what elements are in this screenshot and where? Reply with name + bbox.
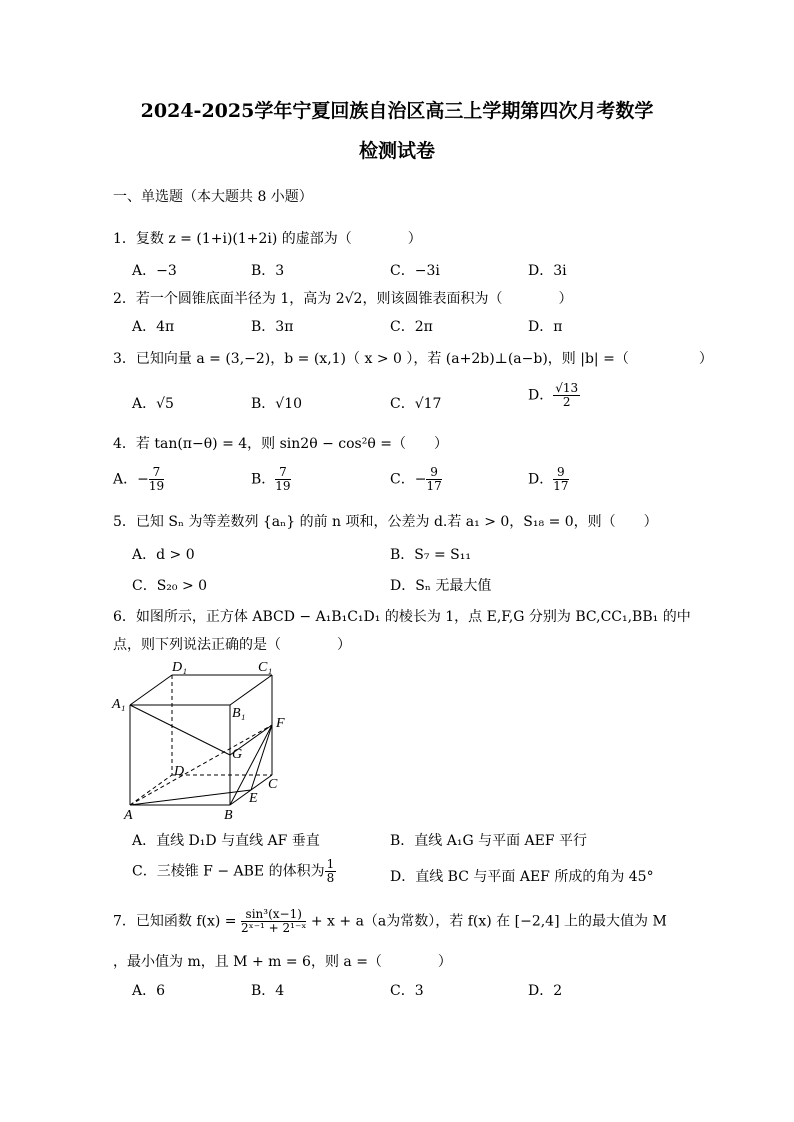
q7-option-c: C．3: [390, 983, 424, 999]
q3-option-d: [528, 382, 580, 409]
q4-option-d: D． $\frac{9}{17}$: [528, 465, 569, 493]
label-b1: B₁: [232, 706, 246, 721]
q2-option-c: C．2π: [390, 319, 433, 335]
question-6-stem-line-2: 点，则下列说法正确的是（ ）: [113, 637, 351, 653]
q3-option-c: C．√17: [390, 396, 442, 412]
edge-a1-d1: [130, 675, 172, 705]
label-d: D: [174, 764, 185, 779]
q4-option-a: A．− $\frac{7}{19}$: [113, 465, 165, 493]
q4-option-b: B． $\frac{7}{19}$: [251, 465, 291, 493]
q5-option-d: D．Sₙ 无最大值: [390, 578, 492, 594]
q5-option-b: B．S₇ = S₁₁: [390, 547, 471, 563]
q5-option-c: C．S₂₀ > 0: [132, 578, 208, 594]
q1-option-b: B．3: [251, 263, 285, 279]
question-7-stem-line-1: 7．已知函数 f(x) = $\frac{\text{sin³(x−1)}}{\text{2ˣ⁻¹ + 2¹⁻ˣ}}$ + x + a（a为常数），若 f(x) 在 [−2,4] 上的最大值为 M: [113, 907, 667, 935]
label-e: E: [249, 791, 258, 806]
q3-option-a: A．√5: [132, 396, 174, 412]
q3-option-d-label: D．: [528, 387, 554, 404]
q3-option-d-fraction: $\frac{√13}{2}$: [555, 381, 579, 409]
cube-figure: [108, 655, 308, 825]
q1-option-d: D．3i: [528, 263, 567, 279]
question-1-stem: 1．复数 z = (1+i)(1+2i) 的虚部为（ ）: [113, 231, 422, 247]
q2-option-d: D．π: [528, 319, 563, 335]
question-4-stem: 4．若 tan(π−θ) = 4，则 sin2θ − cos²θ =（ ）: [113, 436, 448, 452]
q1-option-c: C．−3i: [390, 263, 440, 279]
title-line-1: 2024-2025学年宁夏回族自治区高三上学期第四次月考数学: [140, 100, 654, 122]
label-a1: A₁: [112, 697, 126, 712]
q7-option-d: D．2: [528, 983, 563, 999]
label-c1: C₁: [258, 660, 273, 675]
q7-option-b: B．4: [251, 983, 285, 999]
question-3-stem: 3．已知向量 a = (3,−2)，b = (x,1)（ x > 0 ），若 (a+2b)⊥(a−b)，则 |b| =（ ）: [113, 351, 713, 367]
q6-option-a: A．直线 D₁D 与直线 AF 垂直: [132, 833, 320, 849]
q6-option-d: D．直线 BC 与平面 AEF 所成的角为 45°: [390, 869, 654, 885]
question-5-stem: 5．已知 Sₙ 为等差数列 {aₙ} 的前 n 项和，公差为 d.若 a₁ > 0，S₁₈ = 0，则（ ）: [113, 514, 658, 530]
edge-b1-c1: [230, 675, 272, 705]
q6-option-c: C．三棱锥 F − ABE 的体积为 $\frac{1}{8}$: [132, 857, 335, 885]
label-g: G: [232, 747, 243, 762]
q5-option-a: A．d > 0: [132, 547, 195, 563]
q3-option-b: B．√10: [251, 396, 303, 412]
label-f: F: [276, 716, 285, 731]
question-2-stem: 2．若一个圆锥底面半径为 1，高为 2√2，则该圆锥表面积为（ ）: [113, 291, 573, 307]
question-6-stem-line-1: 6．如图所示，正方体 ABCD − A₁B₁C₁D₁ 的棱长为 1，点 E,F,G 分别为 BC,CC₁,BB₁ 的中: [113, 609, 691, 625]
label-c: C: [268, 777, 278, 792]
section-heading: 一、单选题（本大题共 8 小题）: [113, 189, 313, 205]
label-a: A: [124, 808, 133, 823]
q1-option-a: A．−3: [132, 263, 177, 279]
q2-option-a: A．4π: [132, 319, 175, 335]
question-7-stem-line-2: ，最小值为 m，且 M + m = 6，则 a =（ ）: [113, 954, 452, 970]
q6-option-b: B．直线 A₁G 与平面 AEF 平行: [390, 833, 588, 849]
q4-option-c: C．− $\frac{9}{17}$: [390, 465, 442, 493]
segment-a1-g: [130, 705, 230, 755]
label-b: B: [224, 808, 233, 823]
q2-option-b: B．3π: [251, 319, 294, 335]
q7-option-a: A．6: [132, 983, 166, 999]
q7-function-fraction: $\frac{\text{sin³(x−1)}}{\text{2ˣ⁻¹ + 2¹⁻ˣ}}$: [241, 907, 307, 935]
label-d1: D₁: [172, 660, 187, 675]
title-line-2: 检测试卷: [358, 140, 435, 162]
